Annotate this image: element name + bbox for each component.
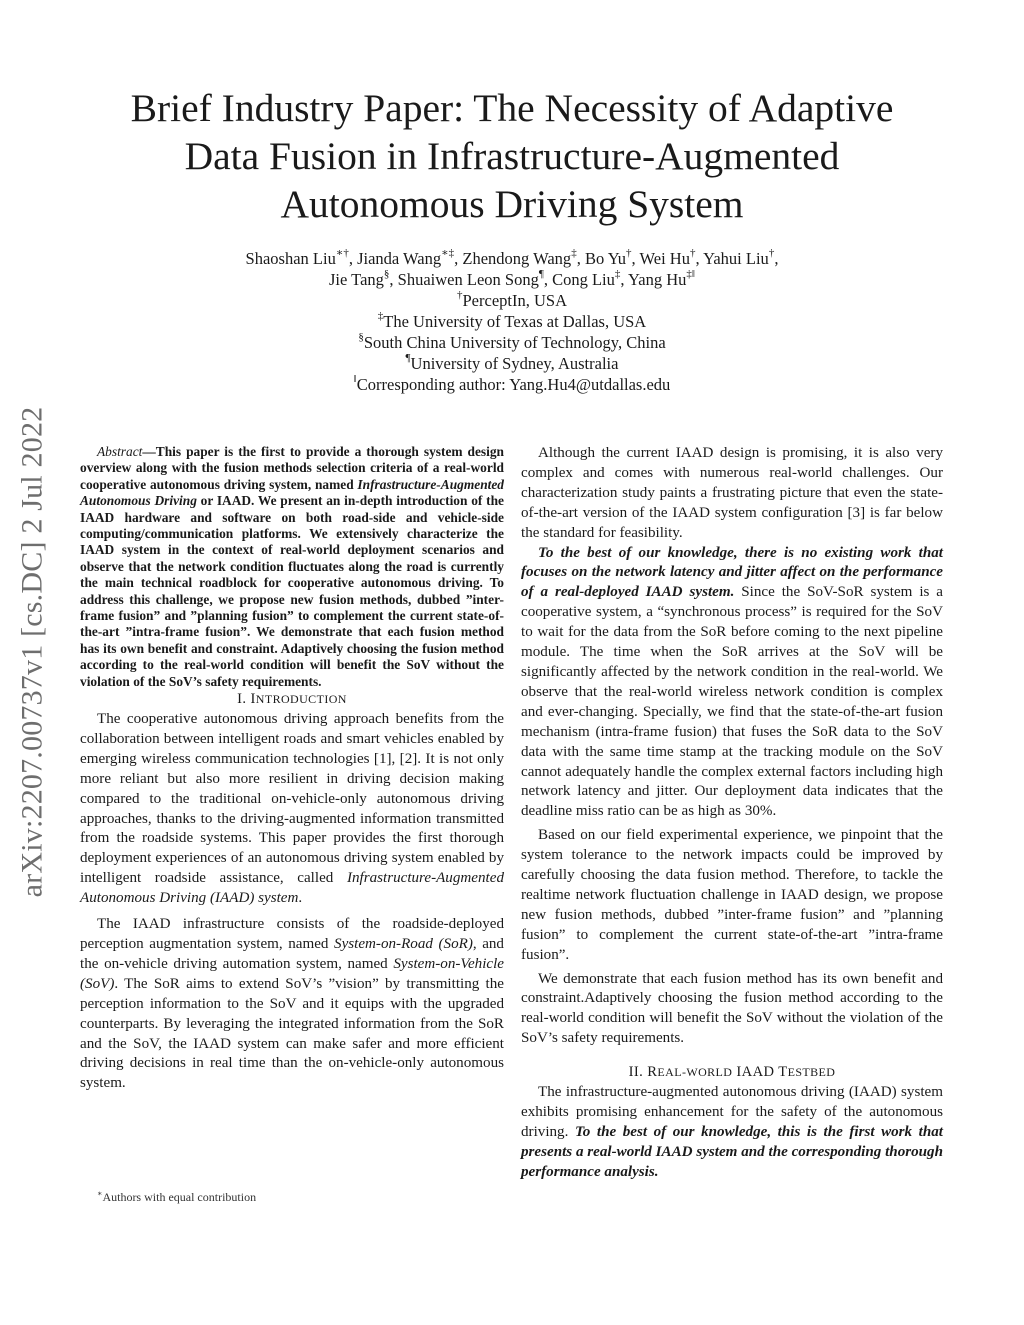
paragraph-text: Since the SoV-SoR system is a cooperative system, a “synchronous process” is required for the SoV to wait for the data from the SoR before coming to the next pipeline module. The time when the SoR arrives at the SoV will be significantly affected by the network condition in the real-world. We observe that the real-world wireless network condition is complex and ever-changing. Specially, we find that the state-of-the-art fusion mechanism (intra-frame fusion) that fuses the SoR data to the SoV data with the same time stamp at the tracking module on the SoV cannot adequately handle the complex external factors including high network latency and jitter. Our deployment data indicates that the deadline miss ratio can be as high as 30%. — [521, 584, 943, 820]
author-marks: † — [626, 246, 632, 259]
author-line — [90, 269, 934, 290]
paragraph — [80, 710, 504, 909]
author-name: Shaoshan Liu — [245, 249, 336, 268]
author-marks: † — [689, 246, 696, 259]
footnote — [80, 1187, 256, 1204]
affiliation-text: South China University of Technology, China — [363, 333, 666, 352]
paragraph-italic: Infrastructure-Augmented Autonomous Driving (IAAD) system — [80, 870, 504, 907]
author-separator: , — [695, 249, 704, 268]
title-line: Brief Industry Paper: The Necessity of Adaptive — [130, 86, 894, 130]
author-block — [90, 248, 934, 395]
paragraph-italic: System-on-Road (SoR) — [334, 935, 473, 952]
author-marks: ¶ — [538, 267, 544, 280]
affiliation-text: University of Sydney, Australia — [410, 354, 619, 373]
author-name: Jianda Wang — [357, 249, 442, 268]
footnote-text: Authors with equal contribution — [102, 1190, 257, 1204]
title-line: Autonomous Driving System — [280, 182, 744, 226]
author-name: Wei Hu — [639, 249, 690, 268]
affiliation-mark: ‡ — [377, 309, 384, 322]
author-marks: † — [768, 246, 775, 259]
author-marks: ∗‡ — [441, 246, 455, 259]
left-column — [80, 444, 504, 1094]
paragraph-text: . — [298, 890, 303, 907]
author-separator: , — [576, 249, 585, 268]
paragraph-text: The infrastructure-augmented autonomous driving (IAAD) system exhibits promising enhancement for the safety of the autonomous driving. — [521, 1084, 943, 1140]
author-name: Yahui Liu — [703, 249, 769, 268]
author-marks: § — [383, 267, 390, 280]
affiliation-mark: ‖ — [353, 372, 357, 385]
paragraph-text: The IAAD infrastructure consists of the roadside-deployed perception augmentation system, named — [80, 916, 504, 952]
author-marks: ‡ — [571, 246, 577, 259]
author-line — [90, 248, 934, 269]
author-name: Yang Hu — [628, 270, 687, 289]
paragraph-italic: System-on-Vehicle (SoV) — [80, 955, 504, 992]
paragraph: We demonstrate that each fusion method has its own benefit and constraint.Adaptively choosing the fusion method according to the real-world condition will benefit the SoV without the violation of the SoV’s safety requirements. — [521, 970, 943, 1047]
affiliation — [90, 332, 934, 353]
author-separator: , — [454, 249, 463, 268]
author-separator: , — [543, 270, 553, 289]
footnote-mark: ∗ — [97, 1189, 103, 1198]
paragraph-bold-italic: To the best of our knowledge, this is the first work that presents a real-world IAAD system and the corresponding thorough performance analysis. — [521, 1123, 943, 1180]
author-name: Shuaiwen Leon Song — [397, 270, 539, 289]
section-title-rest: EAL-WORLD — [657, 1065, 733, 1080]
abstract-system-name: Infrastructure-Augmented Autonomous Driving — [80, 476, 504, 509]
section-initial: I — [250, 691, 256, 708]
author-separator: , — [774, 249, 779, 268]
abstract-dash: — — [142, 444, 156, 459]
arxiv-stamp — [6, 372, 58, 932]
abstract-label — [97, 444, 142, 459]
arxiv-identifier: arXiv:2207.00737v1 [cs.DC] 2 Jul 2022 — [15, 406, 49, 898]
affiliation-text: PerceptIn, USA — [462, 291, 567, 310]
author-separator: , — [631, 249, 640, 268]
affiliation-mark: ¶ — [405, 351, 411, 364]
affiliation — [90, 311, 934, 332]
paragraph-text: . The SoR aims to extend SoV’s ”vision” by transmitting the perception information to the SoV and it equips with the upgraded counterparts. By leveraging the integrated information from the SoR and the SoV, the IAAD system can make safer and more efficient driving decisions in real time than the on-vehicle-only autonomous system. — [80, 975, 504, 1092]
section-heading-introduction — [80, 690, 504, 710]
paragraph — [80, 915, 504, 1094]
section-initial: R — [647, 1064, 658, 1081]
affiliation-mark: † — [457, 288, 463, 301]
author-name: Jie Tang — [329, 270, 384, 289]
paragraph-bold-italic: To the best of our knowledge, there is no existing work that focuses on the network latency and jitter affect on the performance of a real-deployed IAAD system. — [521, 544, 943, 601]
affiliation-text: The University of Texas at Dallas, USA — [383, 312, 647, 331]
paragraph-text: The cooperative autonomous driving approach benefits from the collaboration between intelligent roads and smart vehicles enabled by emerging wireless communication technologies [1], [2]. It is not only more reliant but also more resilient in driving decision making compared to the traditional on-vehicle-only autonomous driving approaches, thanks to the driving-augmented information transmitted from the roadside systems. This paper provides the first thorough deployment experiences of an autonomous driving system enabled by intelligent roadside assistance, called — [80, 711, 504, 887]
paragraph — [521, 544, 943, 823]
author-marks: ‡‖ — [686, 267, 695, 280]
affiliation — [90, 374, 934, 395]
abstract-text: or IAAD. We present an in-depth introduction of the IAAD hardware and software on both road-side and vehicle-side computing/communication platforms. We extensively characterize the IAAD system in the context of real-world deployment scenarios and observe that the network condition fluctuates along the road is currently the main technical roadblock for cooperative autonomous driving. To address this challenge, we propose new fusion methods, dubbed ”inter-frame fusion” and ”planning fusion” to complement the current state-of-the-art ”intra-frame fusion”. We demonstrate that each fusion method has its own benefit and constraint. Adaptively choosing the fusion method according to the real-world condition will benefit the SoV without the violation of the SoV’s safety requirements. — [80, 493, 504, 689]
paper-title — [80, 84, 944, 228]
affiliation-text: Corresponding author: Yang.Hu4@utdallas.edu — [356, 375, 671, 394]
abstract-text: This paper is the first to provide a thorough system design overview along with the fusion methods selection criteria of a real-world cooperative autonomous driving system, named — [80, 444, 504, 492]
right-column — [521, 444, 943, 1183]
abstract — [80, 444, 504, 690]
paragraph-text: , and the on-vehicle driving automation system, named — [80, 935, 504, 972]
section-title-rest: NTRODUCTION — [255, 692, 347, 707]
author-marks: ∗† — [335, 246, 349, 259]
section-title-mid: IAAD — [732, 1064, 779, 1081]
section-initial: T — [778, 1064, 788, 1081]
section-heading-testbed — [521, 1063, 943, 1083]
affiliation — [90, 353, 934, 374]
section-number: II. — [628, 1064, 648, 1081]
paragraph: Based on our field experimental experience, we pinpoint that the system tolerance to the network impacts could be improved by carefully choosing the data fusion method. Therefore, to tackle the realtime network fluctuation challenge in IAAD design, we propose new fusion methods, dubbed ”inter-frame fusion” and ”planning fusion” to complement the current state-of-the-art ”intra-frame fusion”. — [521, 827, 943, 963]
author-separator: , — [348, 249, 358, 268]
title-line: Data Fusion in Infrastructure-Augmented — [184, 134, 840, 178]
author-marks: ‡ — [614, 267, 621, 280]
affiliation-mark: § — [358, 330, 364, 343]
affiliation — [90, 290, 934, 311]
abstract-label-text: Abstract — [97, 444, 143, 459]
section-number: I. — [237, 691, 251, 708]
author-name: Cong Liu — [552, 270, 615, 289]
author-separator: , — [389, 270, 398, 289]
section-title-rest: ESTBED — [787, 1065, 836, 1080]
author-name: Bo Yu — [584, 249, 627, 268]
author-name: Zhendong Wang — [462, 249, 572, 268]
paragraph — [521, 1083, 943, 1183]
author-separator: , — [620, 270, 628, 289]
paragraph: Although the current IAAD design is promising, it is also very complex and comes with numerous real-world challenges. Our characterization study paints a frustrating picture that even the state-of-the-art version of the IAAD system configuration [3] is far below the standard for feasibility. — [521, 445, 943, 541]
